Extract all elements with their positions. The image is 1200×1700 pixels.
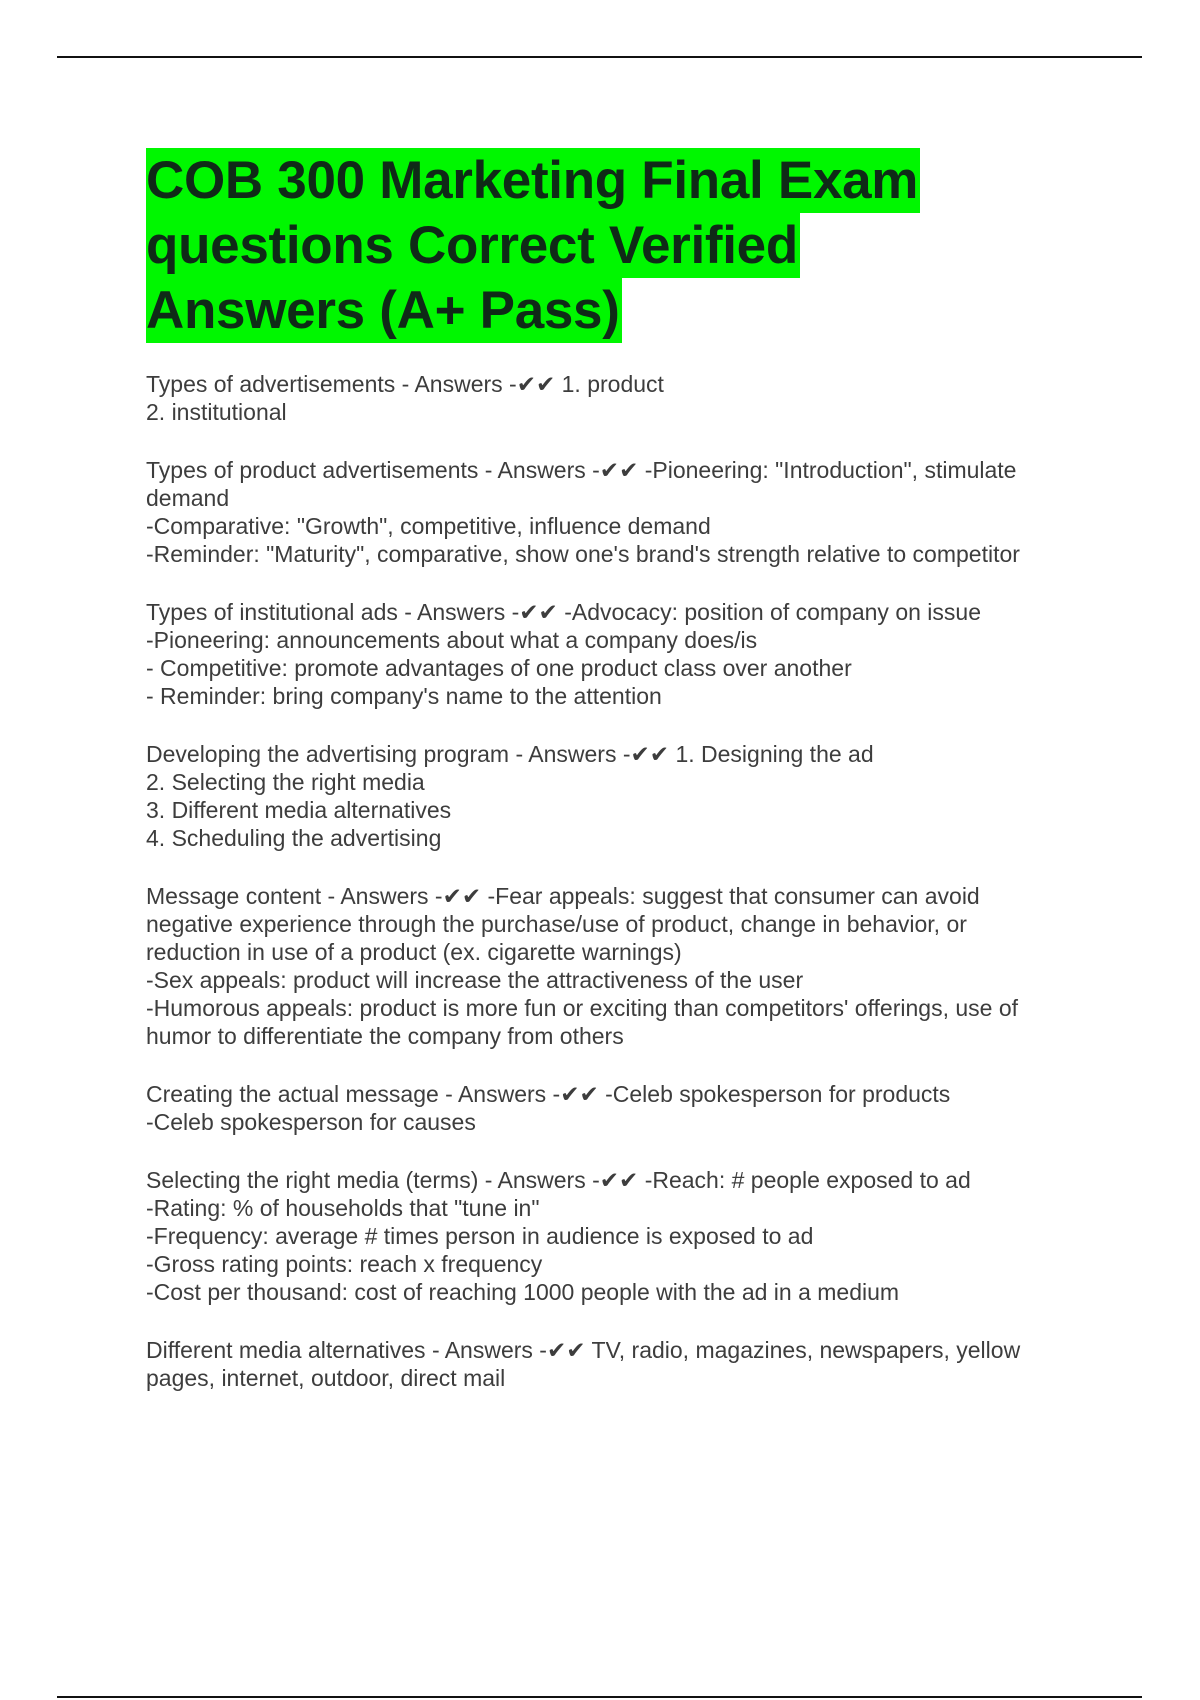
qa-entry-advertisement-types [146,370,1086,426]
qa-entry-product-ad-types [146,456,1086,568]
title-line-text: questions Correct Verified [146,213,800,278]
entry-line: Different media alternatives - Answers -✔✔ TV, radio, magazines, newspapers, yellow [146,1337,1021,1363]
entry-line: Message content - Answers -✔✔ -Fear appeals: suggest that consumer can avoid [146,883,980,909]
entry-line: -Cost per thousand: cost of reaching 1000 people with the ad in a medium [146,1279,900,1305]
entry-line: Developing the advertising program - Answers -✔✔ 1. Designing the ad [146,741,874,767]
entry-line: -Frequency: average # times person in audience is exposed to ad [146,1223,814,1249]
entry-line: -Gross rating points: reach x frequency [146,1251,543,1277]
entry-line: Types of product advertisements - Answers -✔✔ -Pioneering: "Introduction", stimulate [146,457,1017,483]
document-title [146,148,1046,343]
entry-line: Types of institutional ads - Answers -✔✔ -Advocacy: position of company on issue [146,599,981,625]
footer-rule [57,1696,1142,1698]
title-line-text: COB 300 Marketing Final Exam [146,148,920,213]
qa-entry-actual-message [146,1080,1086,1136]
entry-line: Creating the actual message - Answers -✔✔ -Celeb spokesperson for products [146,1081,951,1107]
title-line-text: Answers (A+ Pass) [146,278,622,343]
entry-line: demand [146,485,230,511]
title-line [146,278,1046,343]
entry-line: humor to differentiate the company from others [146,1023,624,1049]
entry-line: -Comparative: "Growth", competitive, influence demand [146,513,711,539]
entry-line: pages, internet, outdoor, direct mail [146,1365,506,1391]
entry-line: 2. institutional [146,399,287,425]
header-rule [57,56,1142,58]
entry-line: - Reminder: bring company's name to the attention [146,683,662,709]
entry-line: -Reminder: "Maturity", comparative, show one's brand's strength relative to competitor [146,541,1020,567]
entry-line: Types of advertisements - Answers -✔✔ 1. product [146,371,664,397]
title-line [146,148,1046,213]
qa-entry-advertising-program [146,740,1086,852]
entry-line: - Competitive: promote advantages of one product class over another [146,655,852,681]
qa-entry-message-content [146,882,1086,1050]
entry-line: -Sex appeals: product will increase the attractiveness of the user [146,967,804,993]
entry-line: reduction in use of a product (ex. cigarette warnings) [146,939,682,965]
entry-line: 2. Selecting the right media [146,769,425,795]
entry-line: Selecting the right media (terms) - Answers -✔✔ -Reach: # people exposed to ad [146,1167,971,1193]
qa-entry-institutional-ad-types [146,598,1086,710]
entry-line: negative experience through the purchase/use of product, change in behavior, or [146,911,967,937]
qa-entry-media-terms [146,1166,1086,1306]
entry-line: -Celeb spokesperson for causes [146,1109,476,1135]
entry-line: -Humorous appeals: product is more fun or exciting than competitors' offerings, use of [146,995,1019,1021]
qa-entry-media-alternatives [146,1336,1086,1392]
entry-line: 4. Scheduling the advertising [146,825,442,851]
entry-line: -Rating: % of households that "tune in" [146,1195,540,1221]
title-line [146,213,1046,278]
entry-line: 3. Different media alternatives [146,797,452,823]
document-body [146,370,1086,1422]
entry-line: -Pioneering: announcements about what a company does/is [146,627,758,653]
